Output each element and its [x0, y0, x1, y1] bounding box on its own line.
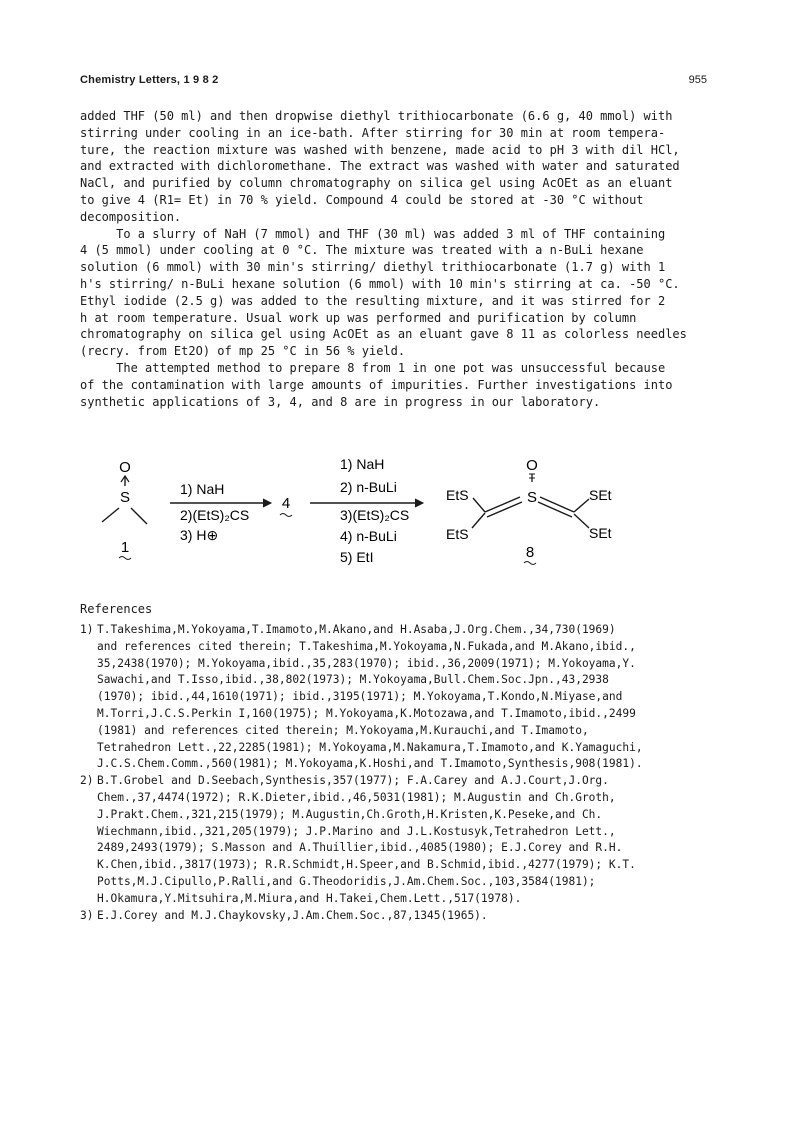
compound-8-structure	[446, 457, 612, 565]
reference-line: 2489,2493(1979); S.Masson and A.Thuillier,ibid.,4085(1980); E.J.Corey and R.H.	[97, 841, 623, 855]
sulfur-atom-1: S	[119, 489, 131, 506]
sulfur-atom-8: S	[526, 489, 538, 506]
body-line: 4 (5 mmol) under cooling at 0 °C. The mixture was treated with a n-BuLi hexane	[80, 243, 644, 258]
reaction-scheme	[100, 452, 700, 582]
reference-line: E.J.Corey and M.J.Chaykovsky,J.Am.Chem.Soc.,87,1345(1965).	[97, 908, 488, 922]
body-line: h's stirring/ n-BuLi hexane solution (6 mmol) with 10 min's stirring at ca. -50 °C.	[80, 276, 680, 291]
oxygen-atom-1: O	[119, 459, 131, 476]
oxygen-atom-8: O	[526, 457, 538, 474]
compound-8-label: 8	[525, 544, 535, 561]
compound-4	[280, 495, 292, 517]
body-line: The attempted method to prepare 8 from 1 in one pot was unsuccessful because	[80, 360, 666, 375]
reference-line: Sawachi,and T.Isso,ibid.,38,802(1973); M.Yokoyama,Bull.Chem.Soc.Jpn.,43,2938	[97, 673, 609, 687]
ets-group-top-left: EtS	[446, 487, 469, 503]
reference-item	[80, 908, 720, 925]
reference-line: Wiechmann,ibid.,321,205(1979); J.P.Marino and J.L.Kostusyk,Tetrahedron Lett.,	[97, 824, 616, 838]
step1-reagent-1: 1) NaH	[180, 481, 225, 497]
journal-title: Chemistry Letters, 1 9 8 2	[80, 74, 219, 86]
compound-1-label: 1	[120, 539, 130, 556]
step2-reagent-3: 3)(EtS)₂CS	[340, 507, 410, 523]
reference-line: T.Takeshima,M.Yokoyama,T.Imamoto,M.Akano,and H.Asaba,J.Org.Chem.,34,730(1969)	[97, 623, 616, 636]
body-line: solution (6 mmol) with 30 min's stirring/ diethyl trithiocarbonate (1.7 g) with 1	[80, 260, 666, 275]
references-list	[80, 622, 720, 924]
reference-line: Chem.,37,4474(1972); R.K.Dieter,ibid.,46,5031(1981); M.Augustin and Ch.Groth,	[97, 790, 616, 804]
reference-number: 1)	[80, 623, 94, 636]
reference-line: K.Chen,ibid.,3817(1973); R.R.Schmidt,H.Speer,and B.Schmid,ibid.,4277(1979); K.T.	[97, 858, 636, 872]
reference-line: and references cited therein; T.Takeshima,M.Yokoyama,N.Fukada,and M.Akano,ibid.,	[97, 639, 636, 653]
references-heading: References	[80, 602, 153, 616]
step2-reagent-2: 2) n-BuLi	[340, 479, 397, 495]
page-number: 955	[688, 74, 707, 86]
step2-reagent-4: 4) n-BuLi	[340, 528, 397, 544]
step2-reagent-1: 1) NaH	[340, 456, 385, 472]
step2-reagent-5: 5) EtI	[340, 549, 374, 565]
reference-item	[80, 773, 720, 907]
set-group-top-right: SEt	[589, 487, 612, 503]
compound-4-label: 4	[281, 495, 291, 512]
reference-line: B.T.Grobel and D.Seebach,Synthesis,357(1977); F.A.Carey and A.J.Court,J.Org.	[97, 774, 609, 788]
reaction-scheme-figure	[100, 452, 700, 582]
reference-line: (1970); ibid.,44,1610(1971); ibid.,3195(1971); M.Yokoyama,T.Kondo,N.Miyase,and	[97, 690, 623, 704]
reference-number: 2)	[80, 774, 94, 788]
step1-reagent-3: 3) H⊕	[180, 527, 219, 543]
reference-number: 3)	[80, 908, 94, 922]
body-line: synthetic applications of 3, 4, and 8 are in progress in our laboratory.	[80, 394, 601, 409]
reference-line: M.Torri,J.C.S.Perkin I,160(1975); M.Yokoyama,K.Motozawa,and T.Imamoto,ibid.,2499	[97, 706, 636, 720]
reference-line: J.Prakt.Chem.,321,215(1979); M.Augustin,Ch.Groth,H.Kristen,K.Peseke,and Ch.	[97, 807, 603, 821]
arrow-step-1	[170, 481, 271, 543]
reference-line: Tetrahedron Lett.,22,2285(1981); M.Yokoyama,M.Nakamura,T.Imamoto,and K.Yamaguchi,	[97, 740, 643, 754]
body-line: chromatography on silica gel using AcOEt as an eluant gave 8 11 as colorless needles	[80, 327, 687, 342]
body-line: To a slurry of NaH (7 mmol) and THF (30 ml) was added 3 ml of THF containing	[80, 226, 666, 241]
reference-line: (1981) and references cited therein; M.Yokoyama,M.Kurauchi,and T.Imamoto,	[97, 723, 589, 737]
body-line: Ethyl iodide (2.5 g) was added to the resulting mixture, and it was stirred for 2	[80, 293, 666, 308]
reference-line: Potts,M.J.Cipullo,P.Ralli,and G.Theodoridis,J.Am.Chem.Soc.,103,3584(1981);	[97, 874, 596, 888]
reference-line: J.C.S.Chem.Comm.,560(1981); M.Yokoyama,K.Hoshi,and T.Imamoto,Synthesis,908(1981).	[97, 757, 643, 771]
step1-reagent-2: 2)(EtS)₂CS	[180, 507, 250, 523]
reference-line: 35,2438(1970); M.Yokoyama,ibid.,35,283(1970); ibid.,36,2009(1971); M.Yokoyama,Y.	[97, 656, 636, 670]
body-line: added THF (50 ml) and then dropwise diethyl trithiocarbonate (6.6 g, 40 mmol) with	[80, 109, 673, 123]
reference-line: H.Okamura,Y.Mitsuhira,M.Miura,and H.Takei,Chem.Lett.,517(1978).	[97, 891, 522, 905]
ets-group-bottom-left: EtS	[446, 526, 469, 542]
body-text	[80, 108, 708, 410]
body-line: (recry. from Et2O) of mp 25 °C in 56 % yield.	[80, 344, 406, 359]
arrow-step-2	[310, 456, 423, 565]
body-line: and extracted with dichloromethane. The extract was washed with water and saturated	[80, 159, 680, 174]
body-line: NaCl, and purified by column chromatography on silica gel using AcOEt as an eluant	[80, 176, 673, 191]
compound-1-structure	[102, 459, 147, 560]
body-line: of the contamination with large amounts of impurities. Further investigations into	[80, 377, 673, 392]
reference-item	[80, 622, 720, 773]
body-line: ture, the reaction mixture was washed with benzene, made acid to pH 3 with dil HCl,	[80, 142, 680, 157]
page-header	[80, 74, 707, 90]
set-group-bottom-right: SEt	[589, 525, 612, 541]
body-line: decomposition.	[80, 209, 182, 224]
body-line: stirring under cooling in an ice-bath. After stirring for 30 min at room tempera-	[80, 125, 666, 140]
body-line: h at room temperature. Usual work up was performed and purification by column	[80, 310, 637, 325]
body-line: to give 4 (R1= Et) in 70 % yield. Compound 4 could be stored at -30 °C without	[80, 192, 644, 207]
